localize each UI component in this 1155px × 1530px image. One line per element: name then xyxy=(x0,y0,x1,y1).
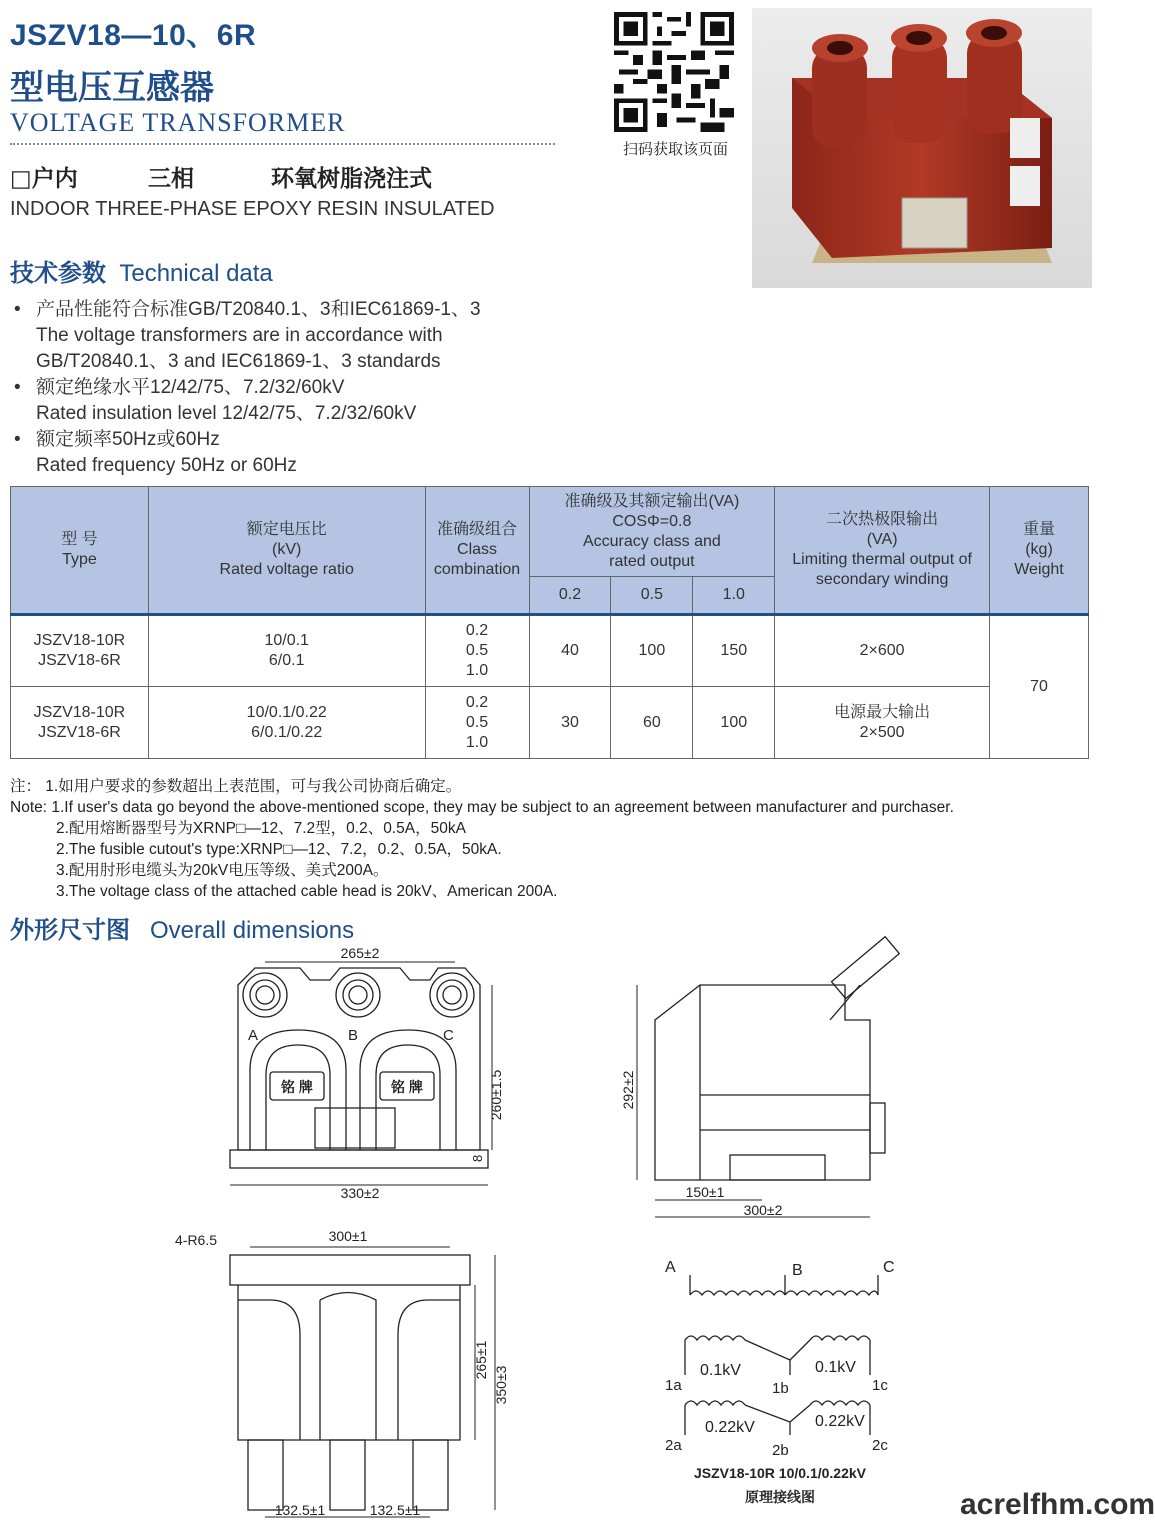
subtitle-epoxy: 环氧树脂浇注式 xyxy=(271,166,433,192)
phase-label-b: B xyxy=(348,1027,359,1044)
spec-line: 额定绝缘水平12/42/75、7.2/32/60kV xyxy=(36,377,345,398)
note-line: 3.The voltage class of the attached cable head is 20kV、American 200A. xyxy=(56,883,558,900)
technical-heading-en: Technical data xyxy=(119,260,273,287)
note-line: 2.The fusible cutout's type:XRNP□—12、7.2，0.2、0.5A，50kA. xyxy=(56,841,502,858)
cell-v02: 30 xyxy=(529,687,611,759)
header-class: 准确级组合 Class combination xyxy=(425,487,529,615)
product-photo xyxy=(752,8,1092,288)
cell-thermal: 电源最大输出 2×500 xyxy=(775,687,990,759)
table-row xyxy=(11,615,1089,687)
wiring-caption-title: 原理接线图 xyxy=(745,1489,815,1505)
dim-bottom-h2: 350±3 xyxy=(493,1365,509,1405)
subtitle-cn xyxy=(10,160,432,193)
table-row xyxy=(11,687,1089,759)
footer-site: acrelfhm.com xyxy=(960,1488,1155,1521)
qr-caption: 扫码获取该页面 xyxy=(622,140,728,158)
header-acc-05: 0.5 xyxy=(611,577,693,615)
note-line: 2.配用熔断器型号为XRNP□—12、7.2型，0.2、0.5A，50kA xyxy=(56,820,466,837)
dimensions-heading-en: Overall dimensions xyxy=(150,917,355,944)
subtitle-en: INDOOR THREE-PHASE EPOXY RESIN INSULATED xyxy=(10,198,495,220)
dim-side-width: 300±2 xyxy=(743,1202,783,1218)
spec-line: Rated insulation level 12/42/75、7.2/32/60kV xyxy=(36,403,417,424)
spec-line: 产品性能符合标准GB/T20840.1、3和IEC61869-1、3 xyxy=(36,299,481,320)
dim-bottom-top: 300±1 xyxy=(328,1228,368,1244)
qr-code-icon[interactable] xyxy=(613,12,735,132)
technical-table xyxy=(10,486,1089,759)
bottom-view-drawing xyxy=(170,1225,510,1525)
dim-side-half: 150±1 xyxy=(685,1184,725,1200)
header-thermal: 二次热极限输出 (VA) Limiting thermal output of secondary winding xyxy=(775,487,990,615)
terminal-a: A xyxy=(665,1259,676,1276)
secondary-2-left: 0.22kV xyxy=(705,1419,755,1436)
cell-thermal: 2×600 xyxy=(775,615,990,687)
terminal-1b: 1b xyxy=(772,1380,789,1397)
header-acc-10: 1.0 xyxy=(693,577,775,615)
subtitle-three-phase: 三相 xyxy=(148,166,195,192)
note-line: Note: 1.If user's data go beyond the above-mentioned scope, they may be subject to an agreement between manufacturer and purchaser. xyxy=(10,799,954,816)
cell-ratio: 10/0.1/0.22 6/0.1/0.22 xyxy=(148,687,425,759)
dim-bottom-h1: 265±1 xyxy=(473,1340,489,1380)
header-acc-02: 0.2 xyxy=(529,577,611,615)
technical-heading xyxy=(10,253,273,288)
notes xyxy=(10,776,954,902)
header-accuracy: 准确级及其额定输出(VA) COSΦ=0.8 Accuracy class and rated output xyxy=(529,487,775,577)
wiring-caption-model: JSZV18-10R 10/0.1/0.22kV xyxy=(693,1465,867,1481)
note-line: 3.配用肘形电缆头为20kV电压等级、美式200A。 xyxy=(56,862,389,879)
bullet: • xyxy=(14,299,21,320)
bullet: • xyxy=(14,377,21,398)
dim-pitch-right: 132.5±1 xyxy=(369,1502,421,1518)
technical-spec-list xyxy=(14,297,481,479)
secondary-1-right: 0.1kV xyxy=(815,1359,856,1376)
dim-side-height: 292±2 xyxy=(620,1070,636,1110)
cell-v10: 100 xyxy=(693,687,775,759)
cell-class: 0.2 0.5 1.0 xyxy=(425,615,529,687)
title-divider xyxy=(10,143,555,145)
product-title-en: VOLTAGE TRANSFORMER xyxy=(10,108,346,137)
nameplate-right: 铭 牌 xyxy=(391,1079,423,1095)
terminal-c: C xyxy=(883,1259,895,1276)
subtitle-indoor: □户内 xyxy=(10,166,78,192)
dim-front-base: 8 xyxy=(470,1154,485,1162)
technical-heading-cn: 技术参数 xyxy=(10,259,106,287)
header-weight: 重量 (kg) Weight xyxy=(990,487,1089,615)
spec-line: Rated frequency 50Hz or 60Hz xyxy=(36,455,297,476)
product-title-cn: 型电压互感器 xyxy=(10,68,214,108)
terminal-2b: 2b xyxy=(772,1442,789,1459)
terminal-b: B xyxy=(792,1262,803,1279)
spec-line: 额定频率50Hz或60Hz xyxy=(36,429,220,450)
spec-line: The voltage transformers are in accordance with xyxy=(36,325,443,346)
dim-pitch-left: 132.5±1 xyxy=(274,1502,326,1518)
secondary-2-right: 0.22kV xyxy=(815,1413,865,1430)
cell-v10: 150 xyxy=(693,615,775,687)
dim-front-height: 260±1.5 xyxy=(488,1069,504,1121)
front-view-drawing xyxy=(210,940,510,1205)
terminal-2c: 2c xyxy=(872,1437,888,1454)
cell-class: 0.2 0.5 1.0 xyxy=(425,687,529,759)
cell-type: JSZV18-10R JSZV18-6R xyxy=(11,615,149,687)
bullet: • xyxy=(14,429,21,450)
model-title: JSZV18—10、6R xyxy=(10,19,257,52)
header-type: 型 号 Type xyxy=(11,487,149,615)
dimensions-heading-cn: 外形尺寸图 xyxy=(10,916,130,944)
cell-ratio: 10/0.1 6/0.1 xyxy=(148,615,425,687)
nameplate-left: 铭 牌 xyxy=(281,1079,313,1095)
cell-v02: 40 xyxy=(529,615,611,687)
note-line: 注： 1.如用户要求的参数超出上表范围，可与我公司协商后确定。 xyxy=(10,778,462,795)
cell-type: JSZV18-10R JSZV18-6R xyxy=(11,687,149,759)
terminal-1a: 1a xyxy=(665,1377,682,1394)
cell-v05: 100 xyxy=(611,615,693,687)
phase-label-c: C xyxy=(443,1027,454,1044)
secondary-1-left: 0.1kV xyxy=(700,1362,741,1379)
side-view-drawing xyxy=(615,965,915,1225)
header-ratio: 额定电压比 (kV) Rated voltage ratio xyxy=(148,487,425,615)
phase-label-a: A xyxy=(248,1027,259,1044)
dim-holes: 4-R6.5 xyxy=(175,1232,218,1248)
dim-front-width: 330±2 xyxy=(340,1185,380,1201)
terminal-2a: 2a xyxy=(665,1437,682,1454)
cell-v05: 60 xyxy=(611,687,693,759)
cell-weight: 70 xyxy=(990,615,1089,759)
spec-line: GB/T20840.1、3 and IEC61869-1、3 standards xyxy=(36,351,441,372)
dim-front-top: 265±2 xyxy=(340,945,380,961)
wiring-diagram xyxy=(650,1250,910,1510)
terminal-1c: 1c xyxy=(872,1377,888,1394)
